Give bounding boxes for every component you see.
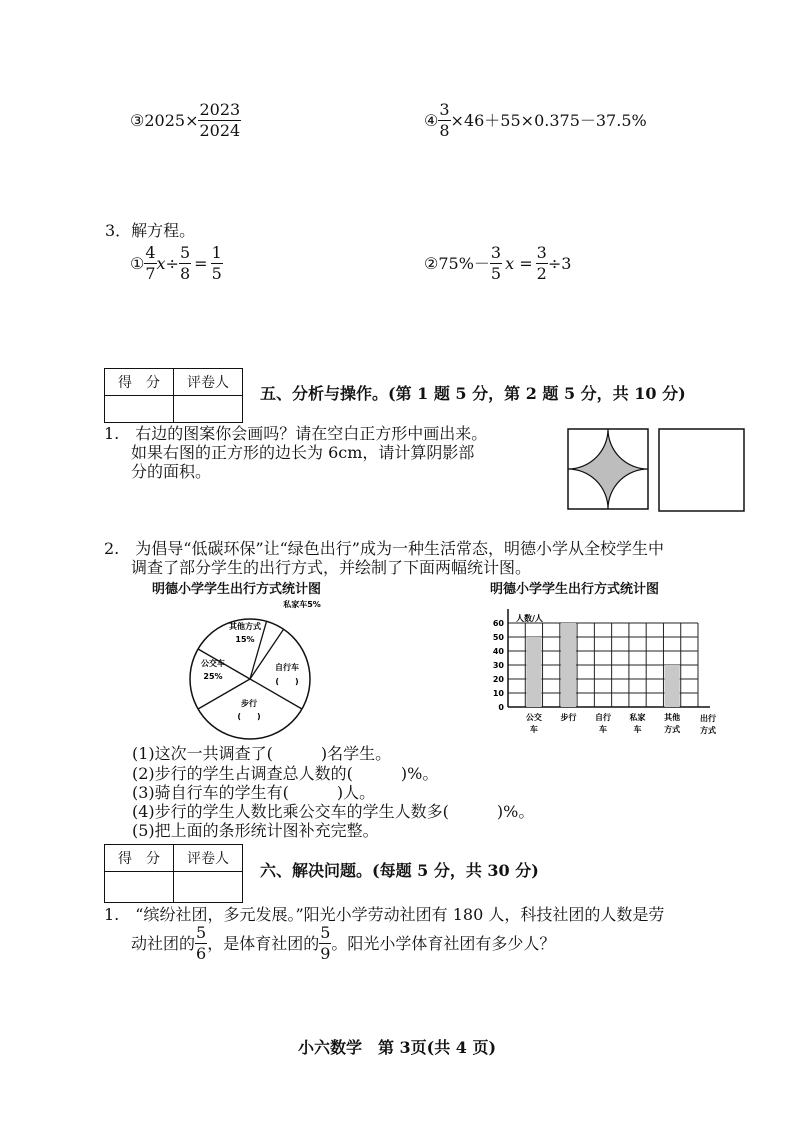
equals-sign: =	[194, 253, 208, 273]
denominator: 2	[536, 264, 547, 283]
grader-input[interactable]	[174, 396, 243, 423]
fraction	[144, 245, 156, 282]
bar-公交车	[526, 637, 541, 707]
grader-input[interactable]	[174, 872, 243, 903]
bar-chart	[488, 608, 728, 744]
numerator: 3	[490, 243, 502, 262]
q2-line2: 调查了部分学生的出行方式，并绘制了下面两幅统计图。	[131, 558, 532, 577]
denominator: 6	[196, 944, 207, 963]
bar-步行	[561, 623, 576, 707]
pie-value-bike: ( )	[275, 677, 299, 686]
bar-chart-title: 明德小学学生出行方式统计图	[490, 582, 660, 597]
bar-其他方式	[664, 665, 679, 707]
score-table-5	[104, 368, 243, 423]
pie-label-other: 其他方式	[229, 622, 261, 631]
fraction	[179, 245, 191, 282]
expression-text: x =	[505, 253, 533, 273]
denominator: 5	[490, 264, 502, 283]
numerator: 4	[145, 243, 156, 262]
grader-label: 评卷人	[174, 845, 243, 872]
denominator: 8	[439, 121, 450, 140]
blank-square[interactable]	[659, 429, 744, 511]
x-tick-label: 车	[529, 725, 538, 734]
score-label: 得 分	[105, 845, 174, 872]
equations-header: 3．解方程。	[105, 221, 196, 240]
expression-text: ②75%－	[424, 253, 490, 273]
score-input[interactable]	[105, 396, 174, 423]
fraction	[490, 245, 502, 282]
pie-chart	[185, 596, 325, 746]
pattern-square	[568, 429, 648, 509]
denominator: 5	[211, 264, 222, 283]
x-tick-label: 车	[599, 725, 607, 734]
x-tick-label: 步行	[560, 713, 577, 722]
page-footer: 小六数学 第 3页(共 4 页)	[297, 1038, 497, 1057]
numerator: 1	[211, 243, 222, 262]
fraction	[438, 102, 450, 139]
text: 。阳光小学体育社团有多少人？	[331, 933, 556, 953]
pattern-figures	[567, 428, 747, 514]
s6-q1-line2	[131, 925, 555, 962]
subq-5: (5)把上面的条形统计图补充完整。	[132, 821, 379, 840]
calc-item-4	[424, 102, 647, 139]
item-number: ①	[130, 253, 145, 273]
pie-value-walk: ( )	[237, 712, 261, 721]
pie-label-car: 私家车5%	[283, 600, 321, 609]
section-6-title: 六、解决问题。(每题 5 分，共 30 分)	[260, 861, 539, 880]
equation-1	[130, 245, 223, 282]
x-tick-label: 私家	[629, 713, 646, 722]
y-tick-label: 50	[492, 633, 504, 642]
fraction	[195, 925, 207, 962]
subq-2: (2)步行的学生占调查总人数的( )%。	[132, 764, 439, 783]
equation-2	[424, 245, 571, 282]
fraction	[536, 245, 548, 282]
expression-text: x÷	[156, 253, 179, 273]
numerator: 2023	[199, 100, 241, 119]
score-label: 得 分	[105, 369, 174, 396]
pie-label-bus: 公交车	[201, 659, 225, 668]
y-tick-label: 0	[498, 703, 504, 712]
calc-item-3	[130, 102, 241, 139]
x-tick-label: 自行	[595, 713, 611, 722]
pie-value-bus: 25%	[203, 672, 223, 681]
x-tick-label: 方式	[664, 725, 681, 734]
numerator: 3	[536, 243, 547, 262]
q1-line1: 1. 右边的图案你会画吗？请在空白正方形中画出来。	[104, 424, 488, 443]
expression-text: ÷3	[547, 253, 572, 273]
item-number: ④	[424, 110, 439, 130]
denominator: 8	[179, 264, 191, 283]
subq-4: (4)步行的学生人数比乘公交车的学生人数多( )%。	[132, 802, 535, 821]
item-number: ③	[130, 110, 145, 130]
text: 动社团的	[131, 933, 196, 953]
subq-1: (1)这次一共调查了( )名学生。	[132, 744, 392, 763]
x-tick-label: 车	[633, 725, 642, 734]
s6-q1-line1: 1. “缤纷社团，多元发展。”阳光小学劳动社团有 180 人，科技社团的人数是劳	[104, 905, 665, 924]
score-table-6	[104, 844, 243, 903]
numerator: 3	[439, 100, 450, 119]
x-axis-label-2: 方式	[700, 726, 716, 735]
numerator: 5	[179, 243, 191, 262]
y-tick-label: 30	[492, 661, 504, 670]
y-tick-label: 40	[492, 647, 504, 656]
section-5-title: 五、分析与操作。(第 1 题 5 分，第 2 题 5 分，共 10 分)	[260, 384, 686, 403]
fraction	[319, 925, 331, 962]
pie-label-walk: 步行	[241, 699, 257, 708]
x-tick-label: 其他	[664, 713, 681, 722]
expression-text: ×46＋55×0.375－37.5%	[450, 110, 647, 130]
expression-text: 2025×	[144, 110, 199, 130]
subq-3: (3)骑自行车的学生有( )人。	[132, 783, 376, 802]
fraction	[198, 102, 241, 139]
q1-line2: 如果右图的正方形的边长为 6cm，请计算阴影部	[131, 443, 475, 462]
score-input[interactable]	[105, 872, 174, 903]
y-tick-label: 60	[492, 619, 504, 628]
pie-chart-title: 明德小学学生出行方式统计图	[152, 582, 322, 597]
y-axis-label: 人数/人	[516, 614, 543, 623]
q2-line1: 2. 为倡导“低碳环保”让“绿色出行”成为一种生活常态，明德小学从全校学生中	[104, 539, 664, 558]
pie-label-bike: 自行车	[275, 663, 299, 672]
numerator: 5	[320, 923, 331, 942]
q1-line3: 分的面积。	[131, 462, 212, 481]
text: ，是体育社团的	[207, 933, 320, 953]
y-tick-label: 10	[492, 689, 504, 698]
denominator: 9	[320, 944, 331, 963]
x-tick-label: 公交	[525, 713, 542, 722]
pie-value-other: 15%	[235, 635, 255, 644]
denominator: 2024	[199, 121, 241, 140]
y-tick-label: 20	[492, 675, 504, 684]
numerator: 5	[196, 923, 207, 942]
fraction	[211, 245, 223, 282]
denominator: 7	[145, 264, 156, 283]
x-axis-label-1: 出行	[700, 714, 716, 723]
grader-label: 评卷人	[174, 369, 243, 396]
